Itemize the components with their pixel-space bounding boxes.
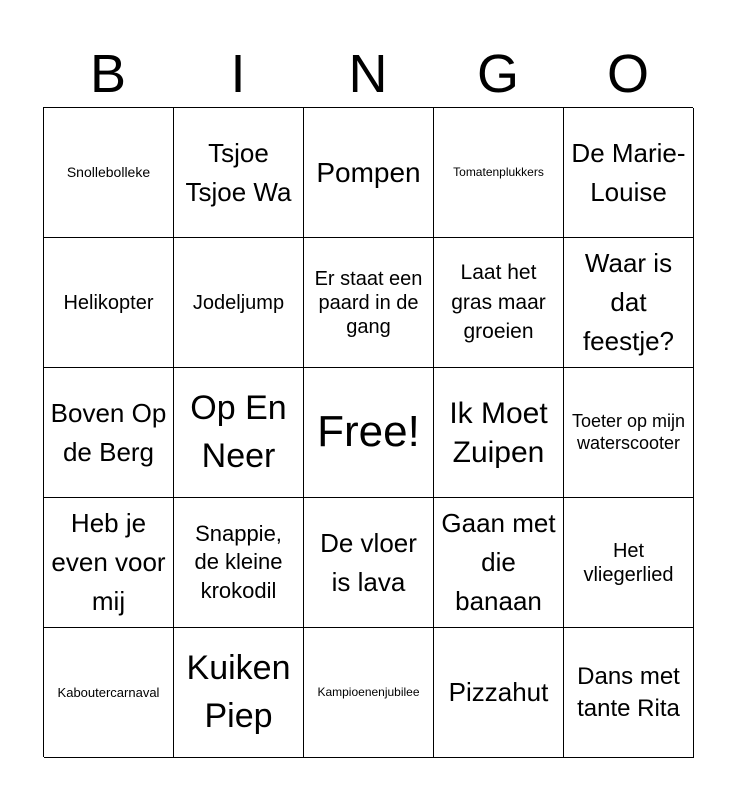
bingo-cell[interactable]: Ik Moet Zuipen xyxy=(434,368,564,498)
bingo-cell[interactable]: Pizzahut xyxy=(434,628,564,758)
bingo-cell[interactable]: Kuiken Piep xyxy=(174,628,304,758)
free-space-cell[interactable]: Free! xyxy=(304,368,434,498)
bingo-cell[interactable]: Kaboutercarnaval xyxy=(44,628,174,758)
header-letter-i: I xyxy=(230,44,246,104)
bingo-header xyxy=(43,40,693,108)
bingo-cell[interactable]: Toeter op mijn waterscooter xyxy=(564,368,694,498)
bingo-cell[interactable]: Boven Op de Berg xyxy=(44,368,174,498)
bingo-cell[interactable]: De vloer is lava xyxy=(304,498,434,628)
bingo-cell[interactable]: Pompen xyxy=(304,108,434,238)
bingo-board xyxy=(43,107,693,757)
bingo-cell[interactable]: Gaan met die banaan xyxy=(434,498,564,628)
bingo-cell[interactable]: Waar is dat feestje? xyxy=(564,238,694,368)
header-letter-g: G xyxy=(476,44,519,104)
header-letter-n: N xyxy=(348,44,388,104)
bingo-cell[interactable]: Kampioenenjubilee xyxy=(304,628,434,758)
bingo-cell[interactable]: Het vliegerlied xyxy=(564,498,694,628)
bingo-cell[interactable]: Helikopter xyxy=(44,238,174,368)
bingo-cell[interactable]: Jodeljump xyxy=(174,238,304,368)
bingo-cell[interactable]: Op En Neer xyxy=(174,368,304,498)
bingo-cell[interactable]: Dans met tante Rita xyxy=(564,628,694,758)
bingo-cell[interactable]: Tomatenplukkers xyxy=(434,108,564,238)
bingo-cell[interactable]: De Marie-Louise xyxy=(564,108,694,238)
bingo-cell[interactable]: Heb je even voor mij xyxy=(44,498,174,628)
header-letter-o: O xyxy=(606,44,649,104)
bingo-cell[interactable]: Tsjoe Tsjoe Wa xyxy=(174,108,304,238)
bingo-cell[interactable]: Snollebolleke xyxy=(44,108,174,238)
bingo-cell[interactable]: Laat het gras maar groeien xyxy=(434,238,564,368)
bingo-cell[interactable]: Snappie, de kleine krokodil xyxy=(174,498,304,628)
bingo-cell[interactable]: Er staat een paard in de gang xyxy=(304,238,434,368)
header-letter-b: B xyxy=(89,44,127,104)
